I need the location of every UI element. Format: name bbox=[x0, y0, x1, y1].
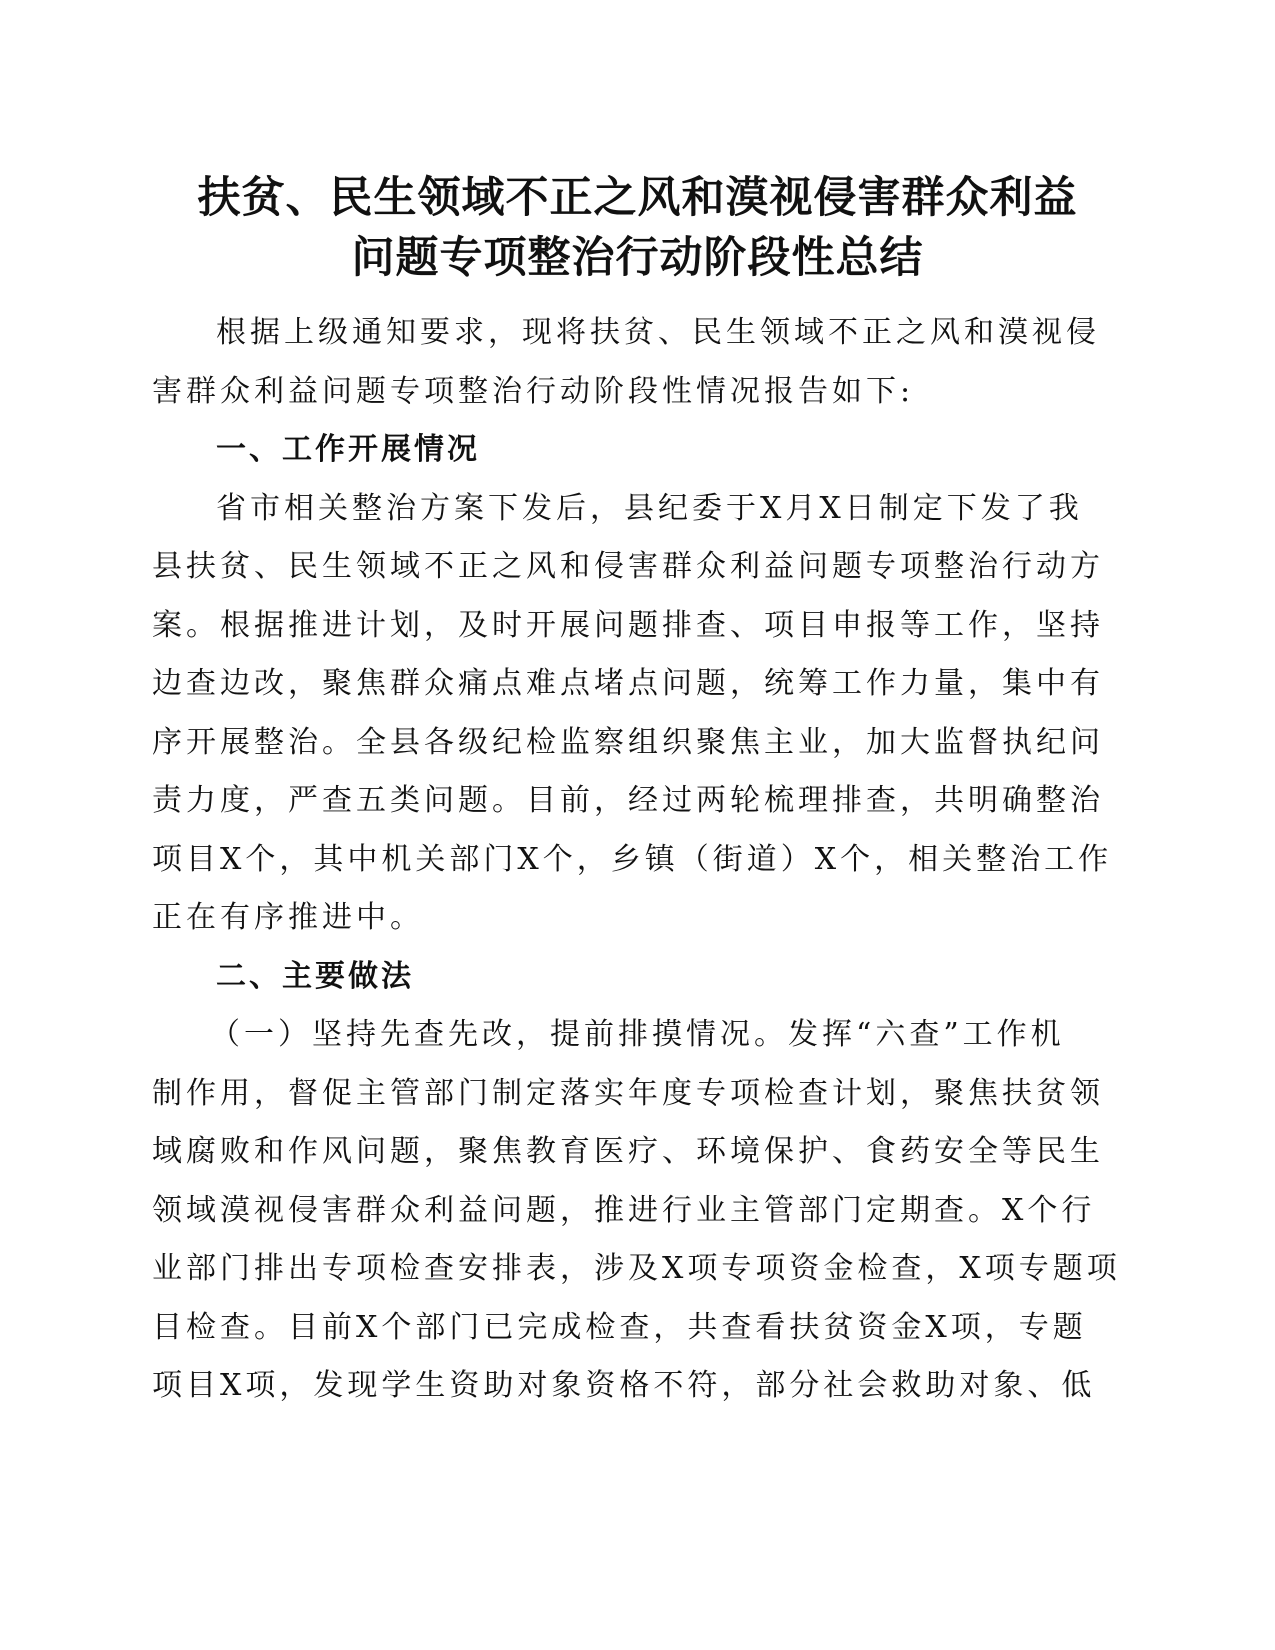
paragraph-line: 序开展整治。全县各级纪检监察组织聚焦主业，加大监督执纪问 bbox=[152, 724, 1104, 760]
document-body bbox=[152, 304, 1121, 1416]
paragraph-line: 省市相关整治方案下发后，县纪委于X月X日制定下发了我 bbox=[216, 490, 1083, 526]
paragraph-line: 域腐败和作风问题，聚焦教育医疗、环境保护、食药安全等民生 bbox=[152, 1134, 1104, 1169]
paragraph-line: 案。根据推进计划，及时开展问题排查、项目申报等工作，坚持 bbox=[152, 607, 1104, 643]
paragraph-line: 项目X项，发现学生资助对象资格不符，部分社会救助对象、低 bbox=[152, 1368, 1096, 1403]
section-heading-2: 二、主要做法 bbox=[216, 958, 414, 994]
paragraph-line: 害群众利益问题专项整治行动阶段性情况报告如下: bbox=[152, 373, 915, 409]
document-title bbox=[150, 168, 1125, 288]
paragraph-line: 县扶贫、民生领域不正之风和侵害群众利益问题专项整治行动方 bbox=[152, 549, 1104, 584]
paragraph-line: 制作用，督促主管部门制定落实年度专项检查计划，聚焦扶贫领 bbox=[152, 1075, 1104, 1111]
paragraph-line: 领域漠视侵害群众利益问题，推进行业主管部门定期查。X个行 bbox=[152, 1192, 1096, 1228]
paragraph-line: 项目X个，其中机关部门X个，乡镇（街道）X个，相关整治工作 bbox=[152, 841, 1113, 877]
paragraph-line: 责力度，严查五类问题。目前，经过两轮梳理排查，共明确整治 bbox=[152, 783, 1104, 818]
paragraph-line: 目检查。目前X个部门已完成检查，共查看扶贫资金X项，专题 bbox=[152, 1309, 1087, 1345]
section-heading-1: 一、工作开展情况 bbox=[216, 432, 480, 467]
paragraph-line: 业部门排出专项检查安排表，涉及X项专项资金检查，X项专题项 bbox=[152, 1251, 1121, 1286]
title-line-1: 扶贫、民生领域不正之风和漠视侵害群众利益 bbox=[197, 173, 1078, 223]
paragraph-line: 根据上级通知要求，现将扶贫、民生领域不正之风和漠视侵 bbox=[216, 315, 1100, 350]
paragraph-line: （一）坚持先查先改，提前排摸情况。发挥“六查”工作机 bbox=[210, 1017, 1065, 1052]
paragraph-line: 边查边改，聚焦群众痛点难点堵点问题，统筹工作力量，集中有 bbox=[152, 666, 1104, 701]
title-line-2: 问题专项整治行动阶段性总结 bbox=[351, 233, 924, 283]
paragraph-line: 正在有序推进中。 bbox=[152, 900, 424, 935]
